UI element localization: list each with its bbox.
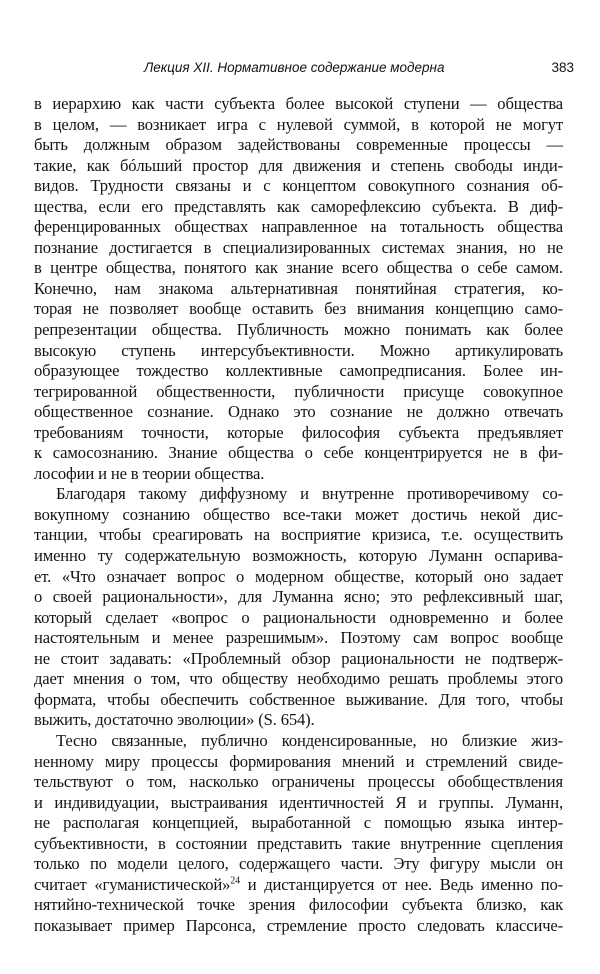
text-line: лософии и не в теории общества. [34, 463, 265, 483]
text-line: не стоит задавать: «Проблемный обзор рациональности не подтверж- [34, 648, 563, 668]
running-header [34, 60, 574, 82]
text-line: показывает пример Парсонса, стремление просто следовать классиче- [34, 915, 563, 935]
text-line: тельствуют о том, насколько ограничены процессы обобществления [34, 772, 563, 792]
text-line: ференцированных обществах направленное на тотальность общества [34, 217, 563, 237]
text-line: Тесно связанные, публично конденсированные, но близкие жиз- [56, 730, 563, 750]
text-line: высокую ступень интерсубъективности. Можно артикулировать [34, 340, 563, 360]
page-number: 383 [551, 60, 574, 75]
text-segment: и дистанцируется от нее. Ведь именно по- [239, 874, 563, 894]
text-line: ет. «Что означает вопрос о модерном обществе, который оно задает [34, 566, 563, 586]
text-line: видов. Трудности связаны и с концептом совокупного сознания об- [34, 176, 563, 196]
text-line: именно ту содержательную возможность, которую Луманн оспарива- [34, 546, 563, 566]
paragraph-2 [34, 484, 563, 731]
text-line: познание достигается в специализированных системах знания, но не [34, 237, 563, 257]
body-text [34, 94, 563, 936]
text-line: к самосознанию. Знание общества о себе концентрируется не в фи- [34, 443, 563, 463]
text-line: тегрированной общественности, публичности присуще совокупное [34, 381, 563, 401]
text-line: и индивидуации, выстраивания идентичностей Я и группы. Луманн, [34, 792, 563, 812]
text-line: нятийно-технической точке зрения философии субъекта близко, как [34, 895, 563, 915]
text-line: Благодаря такому диффузному и внутренне противоречивому со- [56, 484, 563, 504]
text-line: вокупному сознанию общество все-таки может достичь некой дис- [34, 504, 563, 524]
text-line: такие, как бóльший простор для движения и степень свободы инди- [34, 155, 563, 175]
text-line: танции, чтобы среагировать на восприятие кризиса, т.е. осуществить [34, 525, 563, 545]
paragraph-1 [34, 94, 563, 484]
text-segment: считает «гуманистической» [34, 874, 231, 894]
text-line: образующее тождество коллективные самопредписания. Более ин- [34, 361, 563, 381]
text-line: щества, если его представлять как саморефлексию субъекта. В диф- [34, 196, 563, 216]
paragraph-3 [34, 731, 563, 936]
text-line: быть должным образом задействованы современные процессы — [34, 135, 563, 155]
text-line: в иерархию как части субъекта более высокой ступени — общества [34, 94, 563, 113]
text-line: о своей рациональности», для Луманна ясно; это рефлексивный шаг, [34, 587, 563, 607]
text-line: выжить, достаточно эволюции» (S. 654). [34, 710, 315, 730]
text-line: общественное сознание. Однако это сознание не должно отвечать [34, 402, 563, 422]
text-line: в центре общества, понятого как знание всего общества о себе самом. [34, 258, 563, 278]
text-line: который сделает «вопрос о рациональности одновременно и более [34, 607, 563, 627]
text-line: не располагая концепцией, выработанной с помощью языка интер- [34, 813, 563, 833]
text-line-with-footnote [34, 875, 563, 896]
text-line: только по модели целого, содержащего части. Эту фигуру мысли он [34, 854, 563, 874]
running-title: Лекция XII. Нормативное содержание модерна [144, 60, 445, 75]
text-line: торая не позволяет вообще оставить без внимания концепцию само- [34, 299, 563, 319]
text-line: дает мнения о том, что обществу необходимо решать проблемы этого [34, 669, 563, 689]
text-line: Конечно, нам знакома альтернативная понятийная стратегия, ко- [34, 278, 563, 298]
text-line: репрезентации общества. Публичность можно понимать как более [34, 320, 563, 340]
text-line: субъективности, в состоянии представить такие внутренние сцепления [34, 833, 563, 853]
text-line: ненному миру процессы формирования мнений и стремлений свиде- [34, 751, 563, 771]
text-line: формата, чтобы обеспечить собственное выживание. Для того, чтобы [34, 689, 563, 709]
text-line: настоятельным и менее разрешимым». Поэтому сам вопрос вообще [34, 628, 563, 648]
text-line: требованиям точности, которые философия субъекта предъявляет [34, 422, 563, 442]
footnote-reference: 24 [230, 875, 240, 887]
text-line: в целом, — возникает игра с нулевой суммой, в которой не могут [34, 114, 563, 134]
